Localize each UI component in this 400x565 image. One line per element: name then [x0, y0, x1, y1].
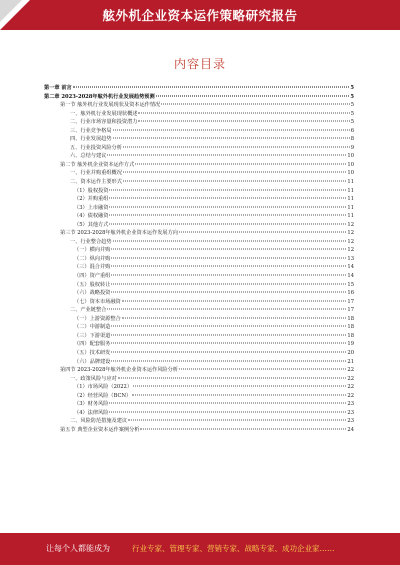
toc-entry[interactable] [44, 238, 354, 247]
toc-entry-page: 18 [347, 332, 354, 339]
toc-entry-label: 第四节 2023-2028年舷外机企业资本运作风险分析 [60, 367, 178, 374]
toc-leader-dots [138, 112, 349, 113]
toc-entry-page: 21 [347, 358, 354, 365]
toc-entry-label: 第一章 前言 [44, 85, 72, 91]
toc-entry[interactable] [44, 409, 354, 418]
toc-entry[interactable] [44, 392, 354, 401]
toc-entry[interactable] [44, 281, 354, 290]
toc-entry-label: 二、风险防范措施及建议 [70, 418, 128, 425]
toc-leader-dots [113, 129, 350, 130]
toc-entry-page: 20 [347, 349, 354, 356]
toc-entry[interactable] [44, 366, 354, 375]
toc-entry[interactable] [44, 315, 354, 324]
footer-tagline: 行业专家、管理专家、营销专家、战略专家、成功企业家…… [132, 544, 335, 553]
toc-entry[interactable] [44, 426, 354, 435]
toc-entry-label: 二、资本运作主要形式 [70, 179, 122, 186]
toc-entry-label: （五）技术研发 [74, 349, 111, 356]
toc-entry-page: 6 [350, 127, 354, 134]
toc-entry[interactable] [44, 272, 354, 281]
toc-leader-dots [113, 240, 347, 241]
toc-entry[interactable] [44, 178, 354, 187]
toc-entry-label: 三、行业竞争格局 [70, 127, 112, 134]
toc-leader-dots [140, 428, 346, 429]
toc-entry-label: （六）品牌建设 [74, 358, 111, 365]
toc-entry[interactable] [44, 221, 354, 230]
toc-entry[interactable] [44, 332, 354, 341]
toc-leader-dots [109, 198, 346, 199]
table-of-contents [44, 84, 354, 434]
toc-entry-label: （3）财务风险 [74, 401, 109, 408]
toc-entry-label: （三）混合并购 [74, 264, 111, 271]
toc-entry-label: （1）市场风险（2022） [74, 384, 133, 391]
toc-entry[interactable] [44, 135, 354, 144]
toc-leader-dots [109, 223, 346, 224]
toc-entry[interactable] [44, 127, 354, 136]
toc-leader-dots [111, 343, 346, 344]
toc-entry-label: （5）其他方式 [74, 221, 109, 228]
toc-entry-page: 5 [350, 85, 354, 91]
toc-entry-label: （1）股权投资 [74, 187, 109, 194]
toc-entry-label: 一、舷外机行业发展现状概述 [70, 110, 138, 117]
toc-entry[interactable] [44, 152, 354, 161]
toc-entry-page: 12 [347, 221, 354, 228]
toc-entry-page: 14 [347, 264, 354, 271]
toc-entry-page: 12 [347, 247, 354, 254]
toc-entry-label: （五）股权转让 [74, 281, 111, 288]
toc-entry-page: 22 [347, 384, 354, 391]
toc-leader-dots [109, 215, 346, 216]
toc-leader-dots [111, 249, 346, 250]
toc-entry-label: 一、政策风险与应对 [70, 375, 117, 382]
toc-entry-page: 10 [347, 170, 354, 177]
toc-entry[interactable] [44, 289, 354, 298]
toc-leader-dots [122, 300, 347, 301]
header-banner [0, 0, 400, 30]
toc-entry-label: 六、总结与建议 [70, 153, 107, 160]
toc-entry[interactable] [44, 383, 354, 392]
toc-entry-label: 二、行业市场容量和投资潜力 [70, 119, 138, 126]
toc-entry-page: 16 [347, 290, 354, 297]
toc-entry-label: （二）中游制造 [74, 324, 111, 331]
footer-banner [0, 533, 400, 565]
toc-entry-page: 12 [347, 230, 354, 237]
toc-entry-page: 5 [350, 110, 354, 117]
toc-entry[interactable] [44, 340, 354, 349]
toc-leader-dots [111, 360, 346, 361]
toc-entry-page: 22 [347, 392, 354, 399]
toc-leader-dots [111, 275, 346, 276]
toc-heading: 内容目录 [173, 57, 226, 71]
toc-leader-dots [111, 351, 346, 352]
toc-entry-page: 18 [347, 324, 354, 331]
toc-entry[interactable] [44, 187, 354, 196]
toc-entry[interactable] [44, 255, 354, 264]
toc-leader-dots [109, 411, 346, 412]
toc-entry[interactable] [44, 204, 354, 213]
toc-entry[interactable] [44, 110, 354, 119]
toc-entry-label: （四）资产重组 [74, 273, 111, 280]
toc-entry[interactable] [44, 323, 354, 332]
toc-entry-label: 第一节 舷外机行业发展现状及资本运作情况 [60, 102, 161, 109]
toc-entry[interactable] [44, 349, 354, 358]
toc-entry[interactable] [44, 306, 354, 315]
toc-leader-dots [109, 206, 346, 207]
toc-entry-page: 9 [350, 144, 354, 151]
toc-leader-dots [138, 121, 349, 122]
toc-entry-label: （三）下游渠道 [74, 332, 111, 339]
toc-entry-page: 23 [347, 418, 354, 425]
toc-entry[interactable] [44, 212, 354, 221]
toc-entry-page: 5 [350, 93, 354, 100]
toc-leader-dots [123, 181, 347, 182]
toc-leader-dots [111, 326, 346, 327]
toc-entry-label: 第二节 舷外机企业资本运作方式 [60, 161, 135, 168]
toc-entry-page: 23 [347, 401, 354, 408]
toc-entry-label: （四）配套服务 [74, 341, 111, 348]
toc-entry-page: 13 [347, 255, 354, 262]
toc-leader-dots [111, 257, 346, 258]
toc-leader-dots [118, 377, 347, 378]
toc-leader-dots [73, 87, 350, 88]
toc-entry-page: 17 [347, 307, 354, 314]
toc-leader-dots [179, 369, 346, 370]
toc-entry-label: 五、行业投资风险分析 [70, 144, 122, 151]
toc-entry-page: 14 [347, 273, 354, 280]
toc-entry-label: （一）横向并购 [74, 247, 111, 254]
toc-entry[interactable] [44, 195, 354, 204]
toc-entry[interactable] [44, 358, 354, 367]
toc-leader-dots [128, 420, 346, 421]
toc-entry-page: 11 [347, 187, 354, 194]
toc-entry-page: 5 [350, 119, 354, 126]
toc-entry-page: 22 [347, 367, 354, 374]
toc-leader-dots [123, 146, 350, 147]
toc-entry-label: （七）资本市场融资 [74, 298, 121, 305]
toc-entry-label: 一、行业并购重组概况 [70, 170, 122, 177]
toc-entry-page: 11 [347, 213, 354, 220]
toc-entry-page: 11 [347, 179, 354, 186]
toc-leader-dots [135, 163, 346, 164]
toc-entry-label: 第二章 2023-2028年舷外机行业发展趋势预测 [44, 93, 155, 100]
toc-leader-dots [111, 266, 346, 267]
toc-entry-page: 11 [347, 196, 354, 203]
toc-leader-dots [109, 403, 346, 404]
toc-leader-dots [161, 104, 349, 105]
toc-entry-label: （一）上游资源整合 [74, 315, 121, 322]
toc-leader-dots [123, 172, 347, 173]
toc-entry-label: 第三节 2023-2028年舷外机企业资本运作发展方向 [60, 230, 178, 237]
toc-entry-page: 5 [350, 102, 354, 109]
toc-leader-dots [179, 232, 346, 233]
toc-entry-page: 15 [347, 281, 354, 288]
toc-entry-page: 24 [347, 426, 354, 433]
toc-entry[interactable] [44, 144, 354, 153]
toc-entry-label: 四、行业发展趋势 [70, 136, 112, 143]
toc-entry[interactable] [44, 169, 354, 178]
toc-entry[interactable] [44, 246, 354, 255]
toc-entry-label: （3）上市融资 [74, 204, 109, 211]
toc-leader-dots [109, 189, 346, 190]
toc-entry[interactable] [44, 229, 354, 238]
toc-entry-page: 10 [347, 153, 354, 160]
toc-entry-label: （4）法律风险 [74, 409, 109, 416]
toc-entry[interactable] [44, 263, 354, 272]
toc-entry-page: 10 [347, 161, 354, 168]
report-title: 舷外机企业资本运作策略研究报告 [102, 8, 298, 23]
toc-entry-page: 23 [347, 409, 354, 416]
toc-entry-page: 8 [350, 136, 354, 143]
toc-entry-label: 二、产业链整合 [70, 307, 107, 314]
toc-leader-dots [133, 386, 346, 387]
toc-leader-dots [111, 292, 346, 293]
toc-entry[interactable] [44, 93, 354, 102]
toc-entry[interactable] [44, 375, 354, 384]
toc-entry[interactable] [44, 118, 354, 127]
footer-slogan: 让每个人都能成为 [46, 544, 110, 553]
toc-entry-page: 19 [347, 341, 354, 348]
toc-entry-label: 第五节 典型企业资本运作案例分析 [60, 426, 140, 433]
toc-leader-dots [111, 334, 346, 335]
toc-entry[interactable] [44, 101, 354, 110]
toc-entry-page: 17 [347, 298, 354, 305]
toc-entry-page: 22 [347, 375, 354, 382]
toc-entry-label: （4）债权融资 [74, 213, 109, 220]
toc-entry[interactable] [44, 417, 354, 426]
toc-entry-label: （二）纵向并购 [74, 255, 111, 262]
toc-leader-dots [107, 309, 346, 310]
toc-leader-dots [156, 95, 350, 96]
toc-entry-label: （2）经营风险（BCN） [74, 392, 132, 399]
toc-entry-label: （六）战略投资 [74, 290, 111, 297]
toc-entry[interactable] [44, 298, 354, 307]
toc-leader-dots [111, 283, 346, 284]
toc-entry-label: 一、行业整合趋势 [70, 238, 112, 245]
toc-entry[interactable] [44, 400, 354, 409]
toc-leader-dots [107, 155, 346, 156]
toc-leader-dots [132, 394, 346, 395]
toc-entry[interactable] [44, 161, 354, 170]
toc-leader-dots [122, 317, 347, 318]
toc-entry-page: 18 [347, 315, 354, 322]
toc-leader-dots [113, 138, 350, 139]
toc-entry-page: 11 [347, 204, 354, 211]
toc-entry[interactable] [44, 84, 354, 93]
toc-entry-page: 12 [347, 238, 354, 245]
toc-entry-label: （2）并购重组 [74, 196, 109, 203]
